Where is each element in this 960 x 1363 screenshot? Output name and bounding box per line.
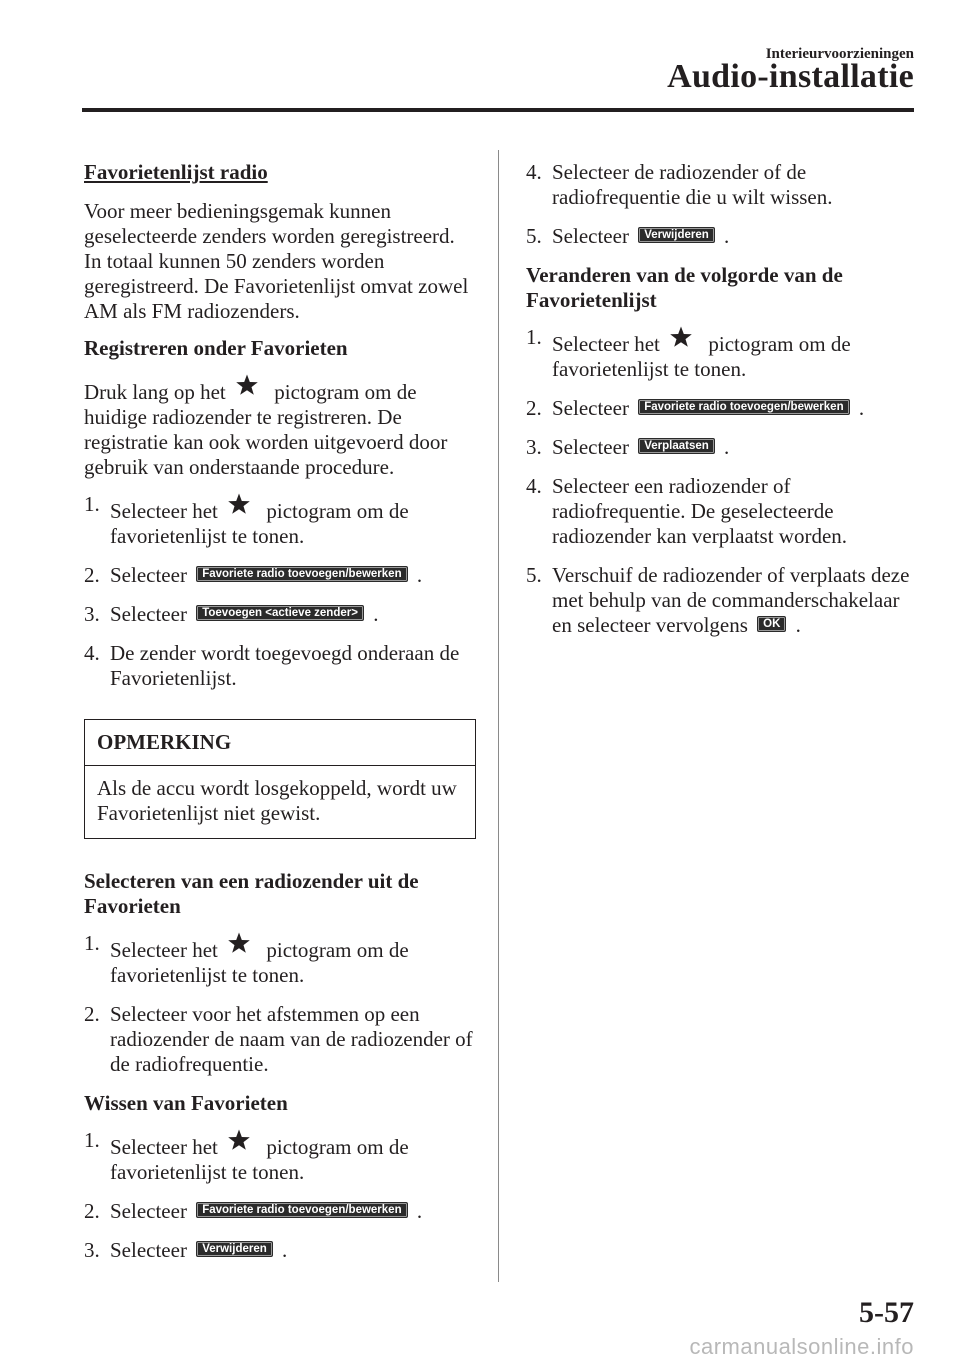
step-text: Selecteer bbox=[552, 435, 629, 459]
list-item bbox=[526, 563, 918, 638]
favorite-add-edit-button[interactable]: Favoriete radio toevoegen/bewerken bbox=[196, 1202, 407, 1218]
subsection-title-delete: Wissen van Favorieten bbox=[84, 1091, 288, 1115]
list-item bbox=[526, 435, 918, 460]
star-icon bbox=[227, 492, 251, 516]
list-item bbox=[526, 224, 918, 249]
add-active-station-button[interactable]: Toevoegen <actieve zender> bbox=[196, 605, 364, 621]
step-text: . bbox=[282, 1238, 288, 1262]
left-column bbox=[84, 150, 476, 1277]
header-section-label: Interieurvoorzieningen bbox=[765, 46, 914, 62]
delete-button[interactable]: Verwijderen bbox=[638, 227, 715, 243]
page-number: 5-57 bbox=[859, 1296, 914, 1329]
step-text: Selecteer een radiozender of radiofrequentie. De geselecteerde radiozender kan verplaatst worden. bbox=[552, 474, 848, 548]
select-steps bbox=[84, 931, 476, 1077]
list-item bbox=[84, 602, 476, 627]
step-number: 2. bbox=[84, 1199, 100, 1223]
step-text: pictogram om de favorietenlijst te tonen. bbox=[110, 1135, 409, 1184]
step-number: 2. bbox=[526, 396, 542, 420]
list-item bbox=[84, 1002, 476, 1077]
star-icon bbox=[669, 325, 693, 349]
ok-button[interactable]: OK bbox=[757, 616, 786, 632]
register-text-after: pictogram om de huidige radiozender te registreren. De registratie kan ook worden uitgevoerd door gebruik van onderstaande procedure. bbox=[84, 380, 448, 479]
list-item bbox=[84, 1238, 476, 1263]
step-number: 4. bbox=[84, 641, 100, 665]
step-text: Selecteer bbox=[552, 224, 629, 248]
step-number: 3. bbox=[526, 435, 542, 459]
order-steps bbox=[526, 325, 918, 638]
step-number: 1. bbox=[84, 1128, 100, 1152]
register-text-before: Druk lang op het bbox=[84, 380, 226, 404]
subsection-title-order: Veranderen van de volgorde van de Favorietenlijst bbox=[526, 263, 843, 312]
star-icon bbox=[227, 931, 251, 955]
step-text: Selecteer de radiozender of de radiofrequentie die u wilt wissen. bbox=[552, 160, 833, 209]
delete-steps-continued bbox=[526, 160, 918, 249]
list-item bbox=[84, 1199, 476, 1224]
step-number: 4. bbox=[526, 160, 542, 184]
list-item bbox=[526, 474, 918, 549]
step-number: 2. bbox=[84, 1002, 100, 1026]
header-title: Audio-installatie bbox=[667, 58, 914, 95]
step-text: . bbox=[795, 613, 801, 637]
list-item bbox=[526, 325, 918, 382]
step-text: pictogram om de favorietenlijst te tonen. bbox=[110, 499, 409, 548]
step-number: 5. bbox=[526, 224, 542, 248]
star-icon bbox=[235, 373, 259, 397]
step-text: . bbox=[416, 1199, 423, 1223]
step-text: . bbox=[373, 602, 379, 626]
step-text: De zender wordt toegevoegd onderaan de Favorietenlijst. bbox=[110, 641, 460, 690]
register-paragraph bbox=[84, 373, 476, 480]
header-rule bbox=[82, 108, 914, 112]
delete-button[interactable]: Verwijderen bbox=[196, 1241, 273, 1257]
step-text: Selecteer voor het afstemmen op een radiozender de naam van de radiozender of de radiofrequentie. bbox=[110, 1002, 473, 1076]
register-steps bbox=[84, 492, 476, 691]
step-number: 3. bbox=[84, 1238, 100, 1262]
step-text: pictogram om de favorietenlijst te tonen. bbox=[552, 332, 851, 381]
step-text: Selecteer het bbox=[110, 1135, 218, 1159]
list-item bbox=[84, 641, 476, 691]
step-text: . bbox=[724, 435, 730, 459]
step-text: . bbox=[858, 396, 865, 420]
watermark: carmanualsonline.info bbox=[689, 1334, 914, 1359]
move-button[interactable]: Verplaatsen bbox=[638, 438, 715, 454]
step-number: 1. bbox=[84, 492, 100, 516]
favorite-add-edit-button[interactable]: Favoriete radio toevoegen/bewerken bbox=[196, 566, 407, 582]
step-number: 3. bbox=[84, 602, 100, 626]
step-text: Selecteer bbox=[110, 1199, 187, 1223]
favorite-add-edit-button[interactable]: Favoriete radio toevoegen/bewerken bbox=[638, 399, 849, 415]
step-number: 1. bbox=[84, 931, 100, 955]
subsection-title-register: Registreren onder Favorieten bbox=[84, 336, 348, 360]
list-item bbox=[84, 492, 476, 549]
step-number: 2. bbox=[84, 563, 100, 587]
right-column bbox=[526, 150, 918, 652]
step-number: 1. bbox=[526, 325, 542, 349]
step-text: Selecteer bbox=[110, 602, 187, 626]
column-divider bbox=[498, 150, 499, 1282]
step-text: Selecteer het bbox=[110, 499, 218, 523]
note-text: Als de accu wordt losgekoppeld, wordt uw Favorietenlijst niet gewist. bbox=[97, 776, 457, 825]
step-text: pictogram om de favorietenlijst te tonen. bbox=[110, 938, 409, 987]
list-item bbox=[526, 160, 918, 210]
delete-steps bbox=[84, 1128, 476, 1263]
note-box bbox=[84, 719, 476, 839]
list-item bbox=[84, 1128, 476, 1185]
star-icon bbox=[227, 1128, 251, 1152]
intro-paragraph: Voor meer bedieningsgemak kunnen geselecteerde zenders worden geregistreerd. In totaal kunnen 50 zenders worden geregistreerd. De Favorietenlijst omvat zowel AM als FM radiozenders. bbox=[84, 199, 469, 323]
step-text: Selecteer bbox=[110, 1238, 187, 1262]
step-text: Selecteer het bbox=[552, 332, 660, 356]
step-number: 5. bbox=[526, 563, 542, 587]
step-text: Verschuif de radiozender of verplaats deze met behulp van de commanderschakelaar en selecteer vervolgens bbox=[552, 563, 910, 637]
step-text: . bbox=[724, 224, 730, 248]
step-text: Selecteer het bbox=[110, 938, 218, 962]
step-text: . bbox=[416, 563, 423, 587]
section-title-favorites: Favorietenlijst radio bbox=[84, 160, 268, 184]
list-item bbox=[84, 931, 476, 988]
note-title: OPMERKING bbox=[85, 720, 475, 766]
subsection-title-select: Selecteren van een radiozender uit de Favorieten bbox=[84, 869, 419, 918]
step-text: Selecteer bbox=[552, 396, 629, 420]
step-text: Selecteer bbox=[110, 563, 187, 587]
step-number: 4. bbox=[526, 474, 542, 498]
list-item bbox=[526, 396, 918, 421]
list-item bbox=[84, 563, 476, 588]
